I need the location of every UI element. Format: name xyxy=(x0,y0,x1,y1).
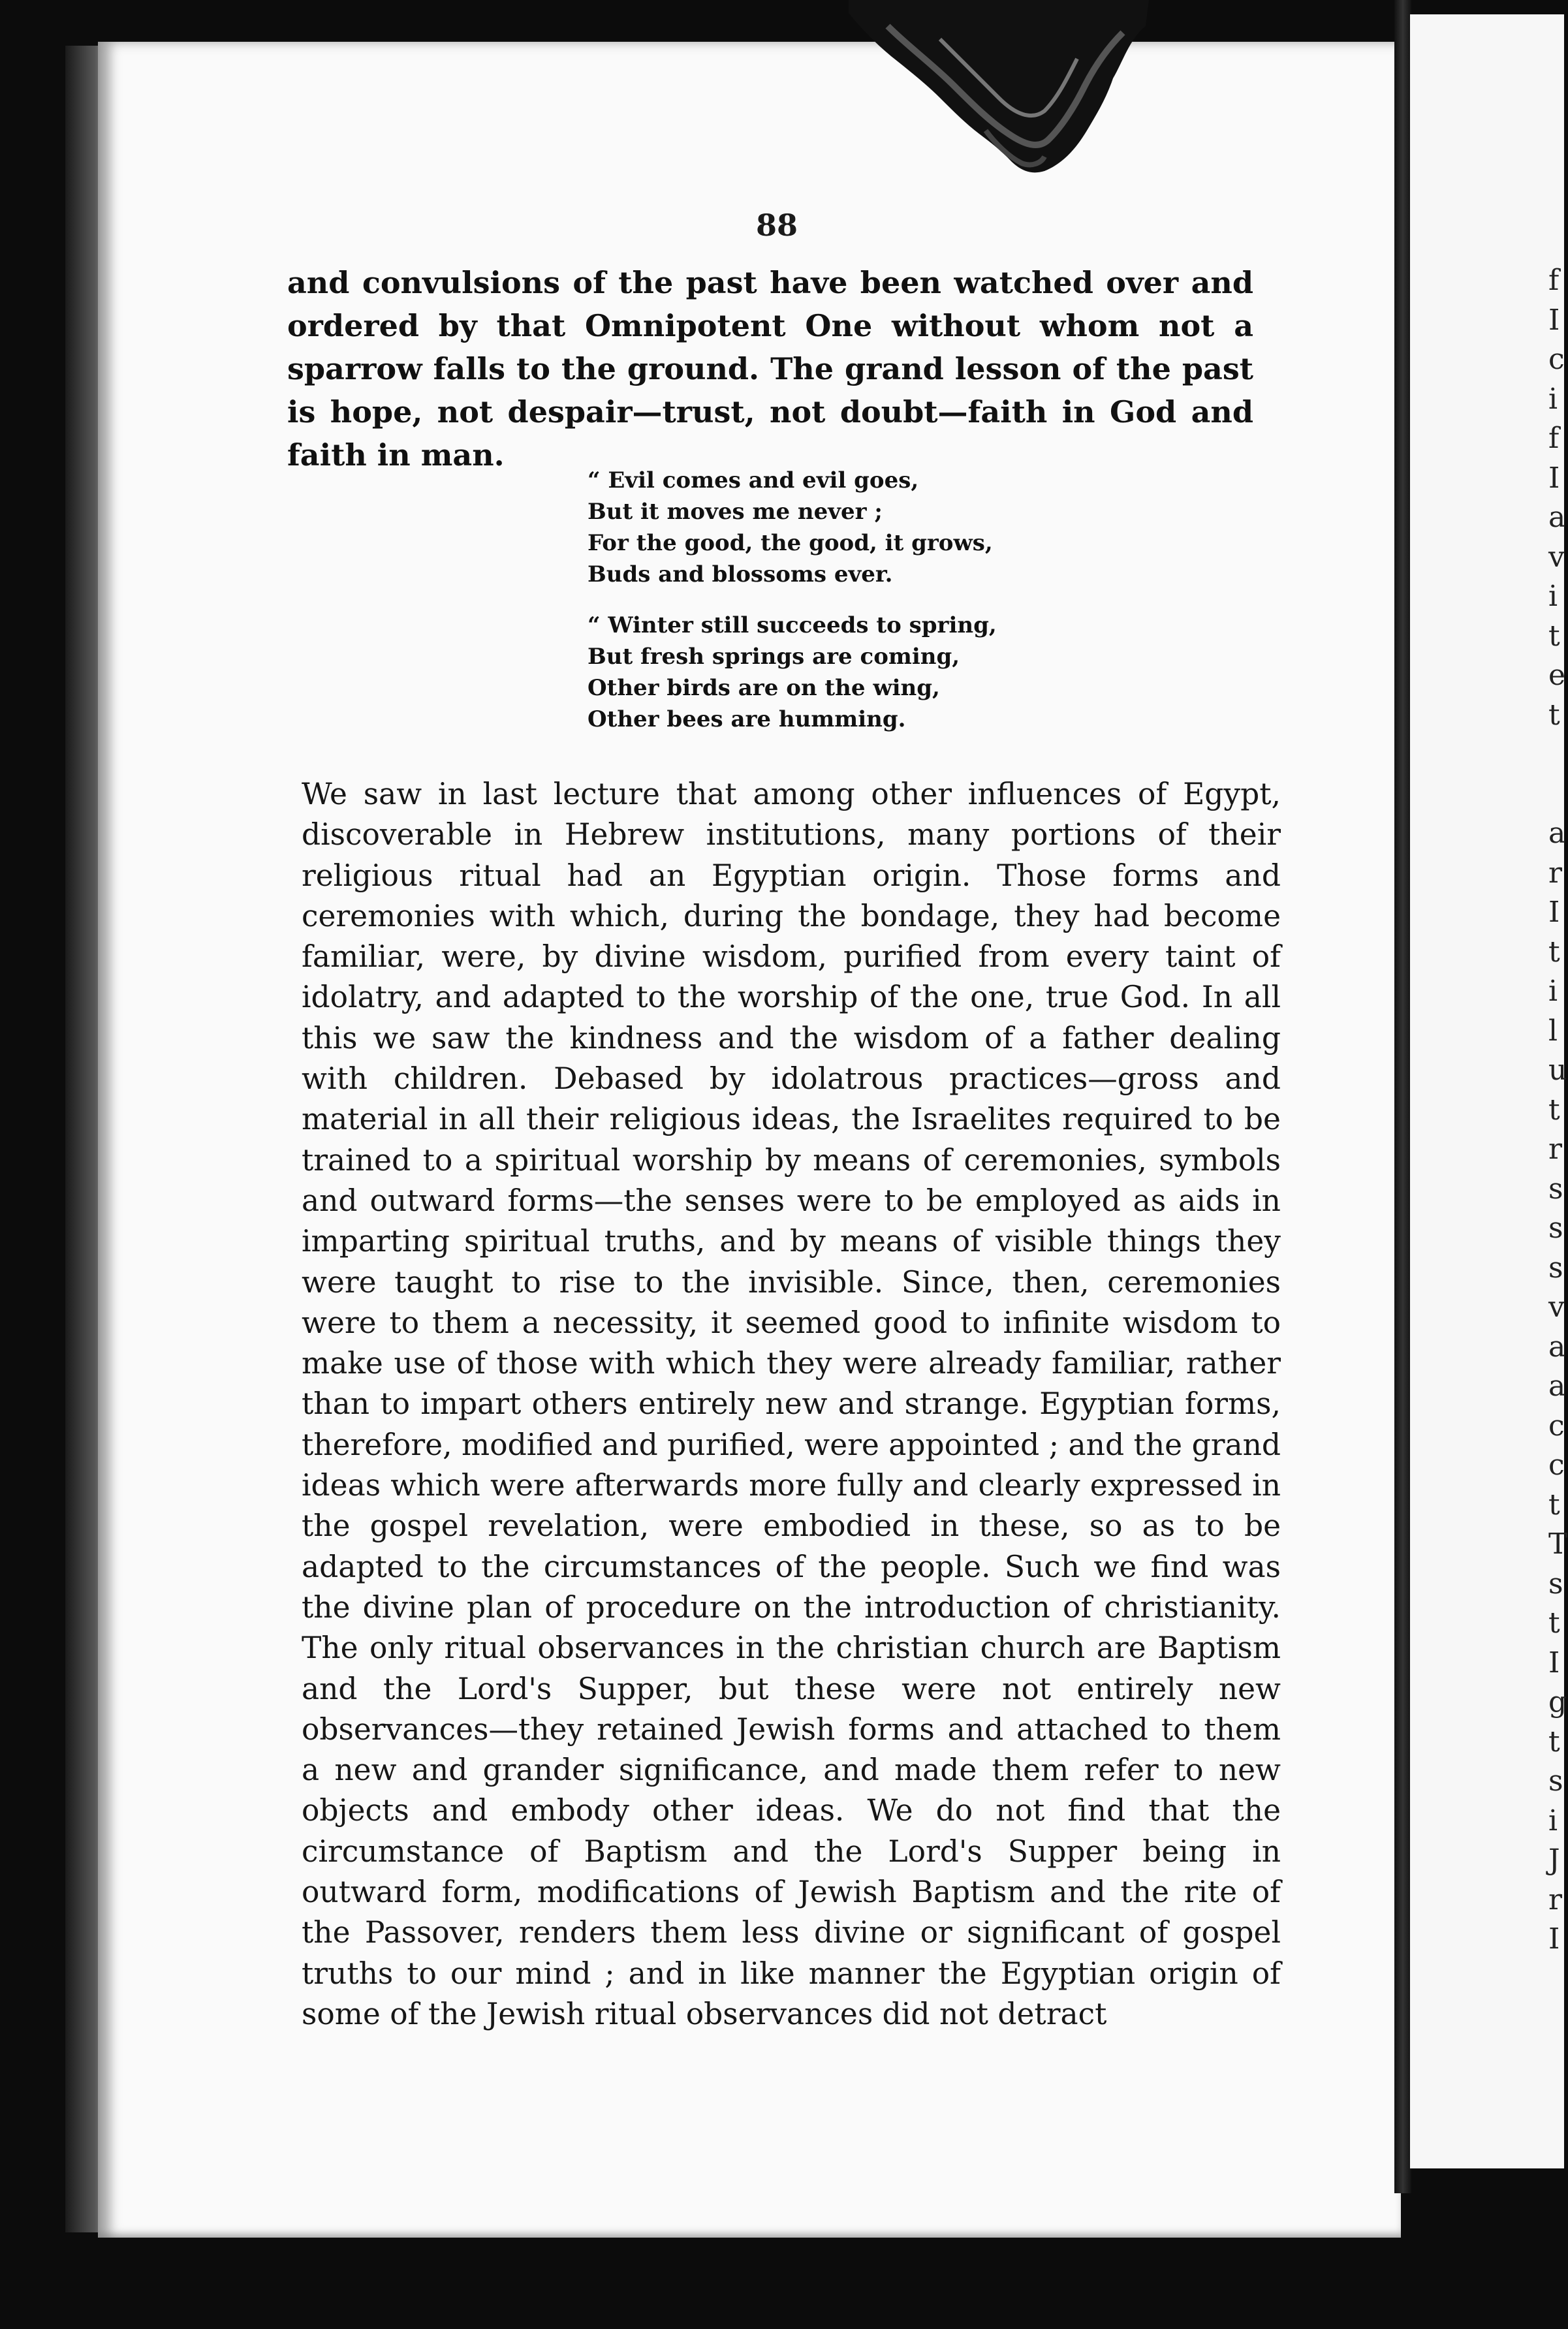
facing-page-fragment: f xyxy=(1548,422,1560,455)
binding-edge xyxy=(1394,0,1411,2193)
facing-page-fragment: e xyxy=(1548,659,1566,692)
facing-page-fragment: I xyxy=(1548,1646,1560,1680)
verse-line: But fresh springs are coming, xyxy=(588,644,960,670)
facing-page-fragment: g xyxy=(1548,1685,1567,1719)
facing-page-fragment: I xyxy=(1548,1922,1560,1956)
facing-page-fragment: t xyxy=(1548,1093,1560,1127)
verse-line: Buds and blossoms ever. xyxy=(588,561,893,587)
facing-page-fragment: a xyxy=(1548,817,1566,850)
facing-page-fragment: J xyxy=(1548,1843,1560,1877)
facing-page-fragment: r xyxy=(1548,1883,1563,1916)
facing-page-fragment: s xyxy=(1548,1251,1563,1285)
facing-page-fragment: s xyxy=(1548,1764,1563,1798)
verse-line: For the good, the good, it grows, xyxy=(588,530,993,556)
facing-page-fragment: a xyxy=(1548,1330,1566,1364)
facing-page-fragment: t xyxy=(1548,698,1560,732)
facing-page-fragment: l xyxy=(1548,1014,1558,1048)
verse-line: Other bees are humming. xyxy=(588,706,906,732)
facing-page-fragment: s xyxy=(1548,1567,1563,1601)
facing-page-fragment: t xyxy=(1548,1488,1560,1522)
facing-page-fragment: v xyxy=(1548,1290,1565,1324)
verse-line: “ Winter still succeeds to spring, xyxy=(588,612,997,638)
facing-page-fragment: T xyxy=(1548,1527,1568,1561)
facing-page-fragment: i xyxy=(1548,975,1558,1008)
facing-page-fragment xyxy=(1548,775,1568,815)
facing-page-fragment: t xyxy=(1548,1725,1560,1758)
facing-page-fragment: I xyxy=(1548,461,1560,495)
verse-line: But it moves me never ; xyxy=(588,499,883,525)
verse-stanza-2 xyxy=(588,610,1240,735)
intro-paragraph: and convulsions of the past have been watched over and ordered by that Omnipotent One without whom not a sparrow falls to the ground. The grand lesson of the past is hope, not despair—trust, not doubt—faith in God and faith in man. xyxy=(287,265,1253,473)
facing-page-fragment: i xyxy=(1548,382,1558,416)
facing-page-fragment: t xyxy=(1548,619,1560,653)
facing-page-fragment: f xyxy=(1548,264,1560,297)
facing-page-fragment: a xyxy=(1548,501,1566,534)
facing-page-fragment: i xyxy=(1548,1804,1558,1837)
torn-paper-damage xyxy=(849,0,1149,176)
facing-page-fragment: I xyxy=(1548,303,1560,337)
facing-page-fragment: v xyxy=(1548,540,1565,574)
facing-page-fragment: s xyxy=(1548,1211,1563,1245)
facing-page-fragment xyxy=(1548,735,1568,775)
verse-stanza-1 xyxy=(588,465,1240,590)
body-paragraph: We saw in last lecture that among other influences of Egypt, discoverable in Hebrew institutions, many portions of their religious ritual had an Egyptian origin. Those forms and ceremonies with which, during the bondage, they had become familiar, were, by divine wisdom, purified from every taint of idolatry, and adapted to the worship of the one, true God. In all this we saw the kindness and the wisdom of a father dealing with children. Debased by idolatrous practices—gross and material in all their religious ideas, the Israelites required to be trained to a spiritual worship by means of ceremonies, symbols and outward forms—the senses were to be employed as aids in imparting spiritual truths, and by means of visible things they were taught to rise to the invisible. Since, then, ceremonies were to them a necessity, it seemed good to infinite wisdom to make use of those with which they were already familiar, rather than to impart others entirely new and strange. Egyptian forms, therefore, modified and purified, were appointed ; and the grand ideas which were afterwards more fully and clearly expressed in the gospel revelation, were embodied in these, so as to be adapted to the circumstances of the people. Such we find was the divine plan of procedure on the introduction of christianity. The only ritual observances in the christian church are Baptism and the Lord's Supper, but these were not entirely new observances—they retained Jewish forms and attached to them a new and grander significance, and made them refer to new objects and embody other ideas. We do not find that the circumstance of Baptism and the Lord's Supper being in outward form, modifications of Jewish Baptism and the rite of the Passover, renders them less divine or significant of gospel truths to our mind ; and in like manner the Egyptian origin of some of the Jewish ritual observances did not detract xyxy=(302,777,1281,2031)
facing-page-fragment: a xyxy=(1548,1369,1566,1403)
facing-page-fragment: I xyxy=(1548,896,1560,929)
facing-page-fragment: c xyxy=(1548,1409,1565,1443)
facing-page-fragment: r xyxy=(1548,856,1563,890)
facing-page-fragment: i xyxy=(1548,580,1558,613)
facing-page xyxy=(1410,14,1564,2168)
facing-page-fragment: t xyxy=(1548,935,1560,969)
facing-page-fragment: r xyxy=(1548,1133,1563,1166)
page-number: 88 xyxy=(755,208,798,243)
verse-line: Other birds are on the wing, xyxy=(588,675,940,701)
facing-page-fragment: u xyxy=(1548,1054,1567,1087)
facing-page-text-fragments xyxy=(1548,261,1568,1960)
facing-page-fragment: s xyxy=(1548,1172,1563,1206)
facing-page-fragment: c xyxy=(1548,1448,1565,1482)
facing-page-fragment: t xyxy=(1548,1606,1560,1640)
verse-line: “ Evil comes and evil goes, xyxy=(588,467,919,493)
facing-page-fragment: c xyxy=(1548,343,1565,376)
